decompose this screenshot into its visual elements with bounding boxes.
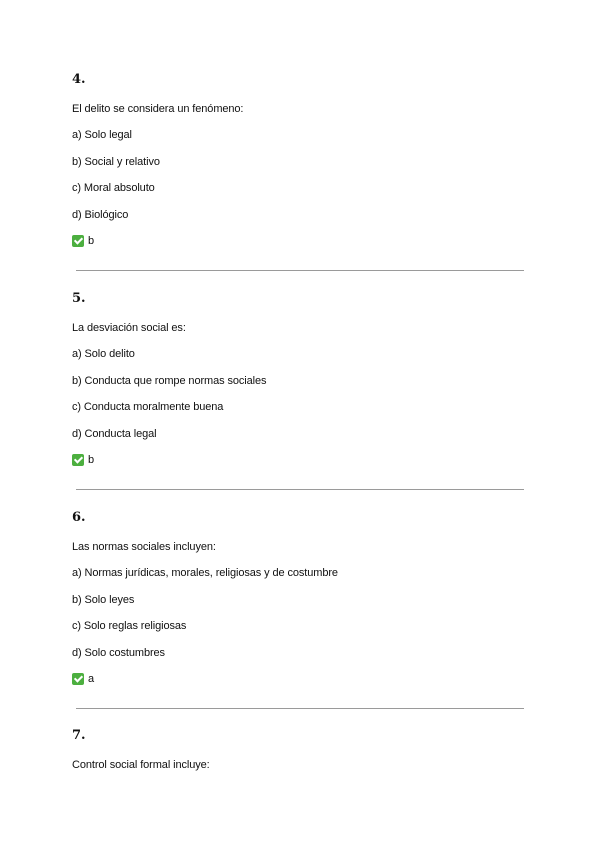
- check-mark-icon: [72, 235, 84, 247]
- correct-answer: [72, 672, 94, 686]
- question-prompt: Las normas sociales incluyen:: [72, 541, 216, 553]
- check-mark-icon: [72, 673, 84, 685]
- option-c: c) Solo reglas religiosas: [72, 620, 187, 632]
- question-number: 4.: [72, 72, 86, 87]
- correct-answer: [72, 453, 94, 467]
- question-5: [72, 291, 524, 471]
- section-divider: [76, 708, 524, 709]
- question-number: 5.: [72, 291, 86, 306]
- question-prompt: La desviación social es:: [72, 322, 186, 334]
- section-divider: [76, 489, 524, 490]
- question-number: 6.: [72, 510, 86, 525]
- answer-letter: b: [88, 235, 95, 247]
- option-a: a) Normas jurídicas, morales, religiosas y de costumbre: [72, 567, 338, 579]
- answer-letter: a: [88, 673, 95, 685]
- option-c: c) Moral absoluto: [72, 182, 155, 194]
- question-prompt: El delito se considera un fenómeno:: [72, 103, 244, 115]
- correct-answer: [72, 234, 94, 248]
- option-d: d) Conducta legal: [72, 428, 157, 440]
- option-d: d) Biológico: [72, 209, 129, 221]
- option-b: b) Social y relativo: [72, 156, 160, 168]
- option-a: a) Solo legal: [72, 129, 132, 141]
- answer-letter: b: [88, 454, 95, 466]
- question-7: [72, 728, 524, 788]
- section-divider: [76, 270, 524, 271]
- option-b: b) Conducta que rompe normas sociales: [72, 375, 267, 387]
- question-prompt: Control social formal incluye:: [72, 759, 210, 771]
- question-number: 7.: [72, 728, 86, 743]
- question-4: [72, 72, 524, 252]
- option-a: a) Solo delito: [72, 348, 135, 360]
- question-6: [72, 510, 524, 690]
- option-c: c) Conducta moralmente buena: [72, 401, 224, 413]
- option-d: d) Solo costumbres: [72, 647, 165, 659]
- option-b: b) Solo leyes: [72, 594, 135, 606]
- check-mark-icon: [72, 454, 84, 466]
